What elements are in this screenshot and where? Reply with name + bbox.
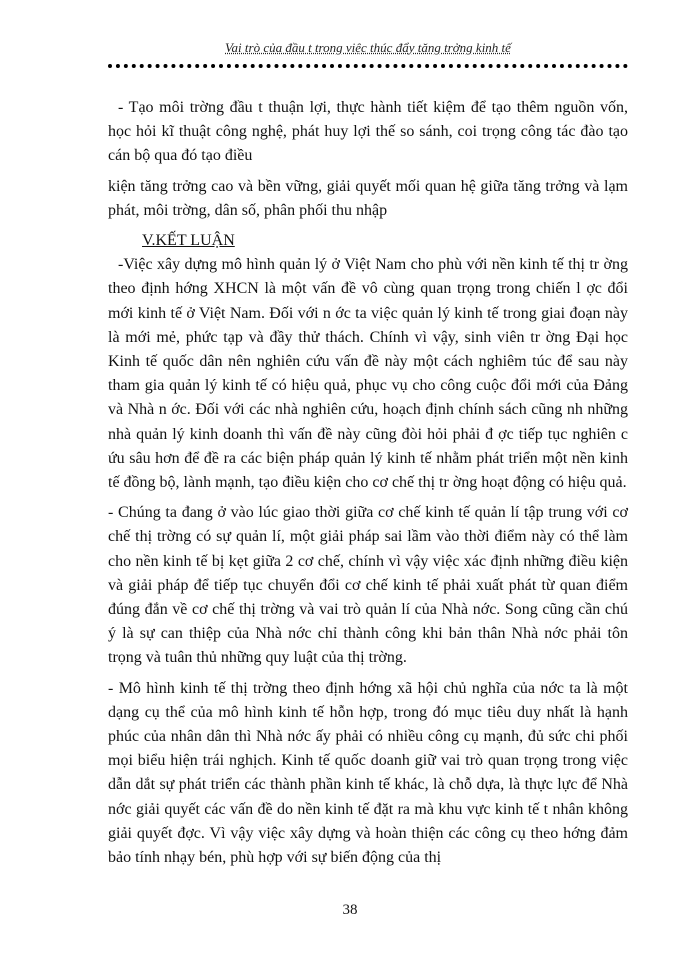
conclusion-paragraph-3: - Mô hình kinh tế thị trờng theo định hớng xã hội chủ nghĩa của nớc ta là một dạng cụ thể của mô hình kinh tế hỗn hợp, trong đó mục tiêu duy nhất là hạnh phúc của nhân dân thì Nhà nớc ấy phải có nhiều công cụ mạnh, đủ sức chi phối mọi biểu hiện trái nghịch. Kinh tế quốc doanh giữ vai trò quan trọng trong việc dẫn dắt sự phát triển các thành phần kinh tế khác, là chỗ dựa, là thực lực để Nhà nớc giải quyết các vấn đề do nền kinh tế đặt ra mà khu vực kinh tế t nhân không giải quyết đợc. Vì vậy việc xây dựng và hoàn thiện các công cụ theo hớng đảm bảo tính nhạy bén, phù hợp với sự biến động của thị: [108, 679, 628, 867]
header-dotted-rule: [108, 64, 628, 68]
section-heading-ket-luan: V.KẾT LUẬN: [142, 232, 235, 250]
page-number: 38: [342, 902, 358, 918]
conclusion-paragraph-2: - Chúng ta đang ở vào lúc giao thời giữa cơ chế kinh tế quản lí tập trung với cơ chế thị trờng có sự quản lí, một giải pháp sai lầm vào thời điểm này có thể làm cho nền kinh tế bị kẹt giữa 2 cơ chế, chính vì vậy việc xác định những điều kiện và giải pháp để tiếp tục chuyển đổi cơ chế kinh tế phải xuất phát từ quan điểm đúng đắn về cơ chế thị trờng và vai trò quản lí của Nhà nớc. Song cũng cần chú ý là sự can thiệp của Nhà nớc chỉ thành công khi bản thân Nhà nớc phải tôn trọng và tuân thủ những quy luật của thị trờng.: [108, 504, 628, 667]
conclusion-paragraph-1: -Việc xây dựng mô hình quản lý ở Việt Nam cho phù với nền kinh tế thị tr ờng theo định hớng XHCN là một vấn đề vô cùng quan trọng trong chiến l ợc đổi mới kinh tế ở Việt Nam. Đối với n ớc ta việc quản lý kinh tế trong giai đoạn này là mới mẻ, phức tạp và đầy thử thách. Chính vì vậy, sinh viên tr ờng Đại học Kinh tế quốc dân nên nghiên cứu vấn đề này một cách nghiêm túc để sau này tham gia quản lý kinh tế có hiệu quả, phục vụ cho công cuộc đổi mới của Đảng và Nhà n ớc. Đối với các nhà nghiên cứu, hoạch định chính sách cũng nh những nhà quản lý kinh doanh thì vấn đề này cũng đòi hỏi phải đ ợc tiếp tục nghiên c ứu sâu hơn để đề ra các biện pháp quản lý kinh tế nhằm phát triển một nền kinh tế đồng bộ, lành mạnh, tạo điều kiện cho cơ chế thị tr ờng hoạt động có hiệu quả.: [108, 256, 628, 492]
paragraph-continuation: kiện tăng trởng cao và bền vững, giải quyết mối quan hệ giữa tăng trởng và lạm phát, môi trờng, dân số, phân phối thu nhập: [108, 177, 628, 219]
paragraph-bullet-moi-truong: - Tạo môi trờng đầu t thuận lợi, thực hành tiết kiệm để tạo thêm nguồn vốn, học hỏi kĩ thuật công nghệ, phát huy lợi thế so sánh, coi trọng công tác đào tạo cán bộ qua đó tạo điều: [108, 99, 628, 165]
document-body: [108, 96, 628, 870]
running-header: Vai trò của đầu t trong việc thúc đẩy tăng trởng kinh tế: [225, 40, 511, 55]
